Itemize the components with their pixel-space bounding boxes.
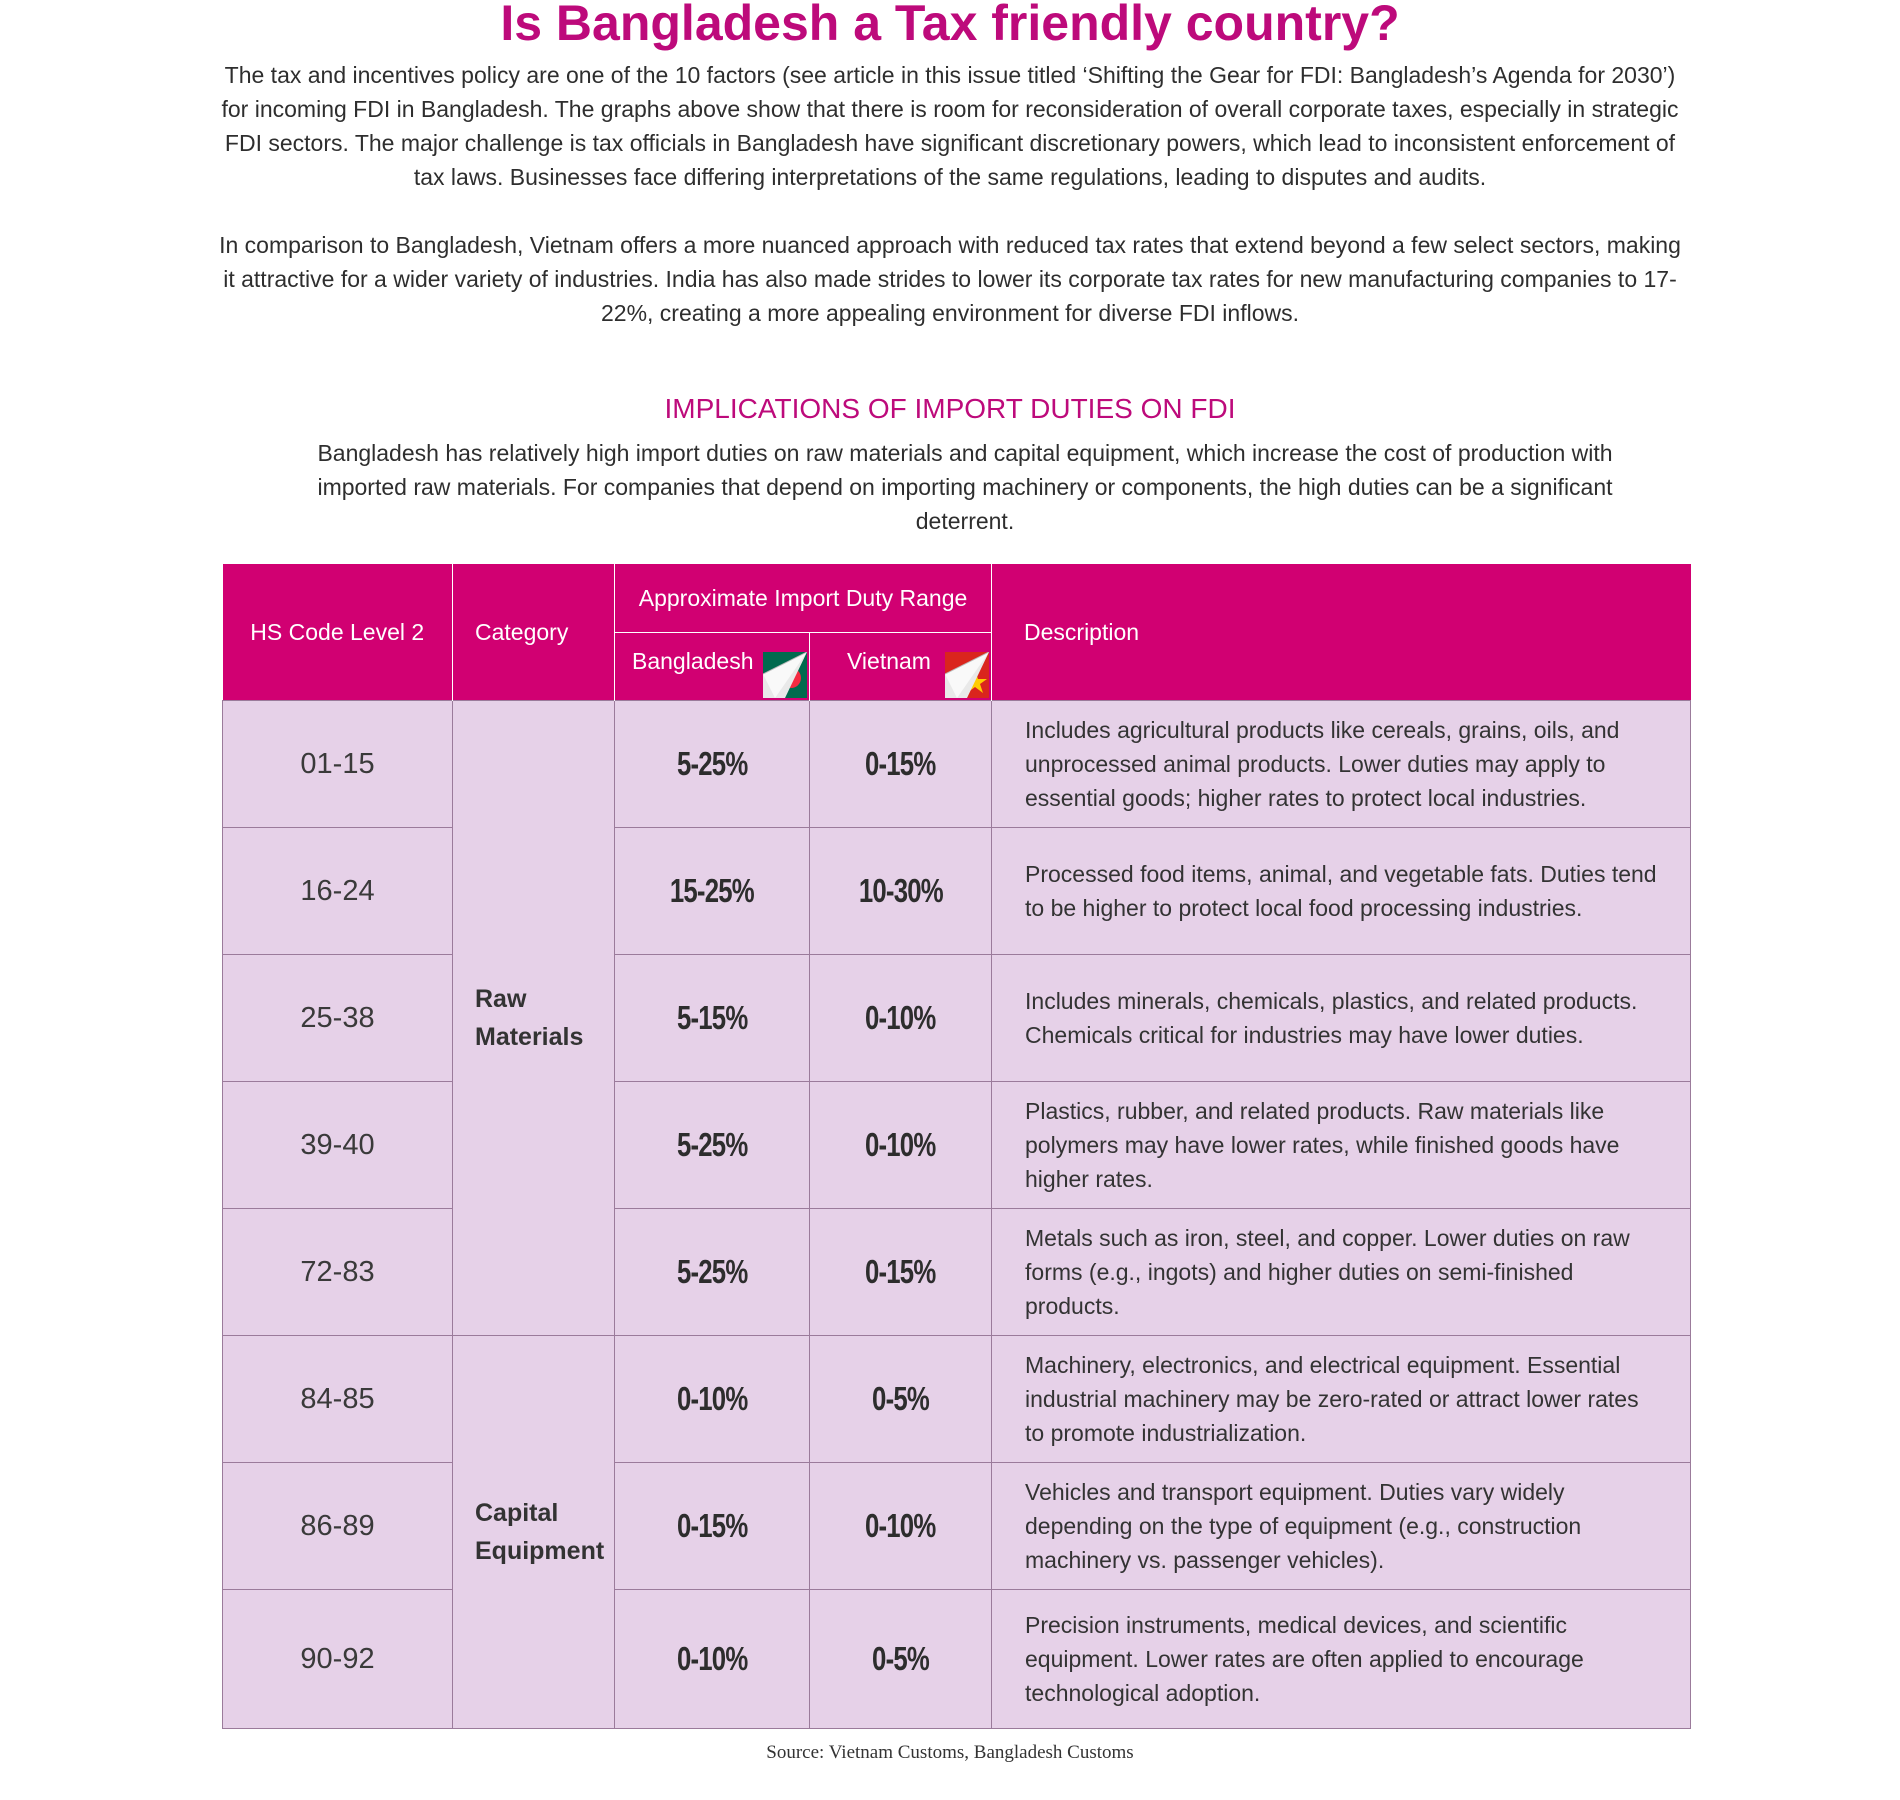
header-bangladesh-label: Bangladesh [632, 648, 754, 674]
vietnam-rate: 0-5% [872, 1380, 929, 1417]
hs-code-cell: 90-92 [223, 1590, 453, 1729]
page-title: Is Bangladesh a Tax friendly country? [500, 0, 1400, 51]
header-category: Category [453, 564, 615, 701]
table-row [223, 1463, 1691, 1590]
hs-code-cell: 72-83 [223, 1209, 453, 1336]
category-label: Capital Equipment [475, 1499, 605, 1565]
vietnam-rate-cell [810, 828, 992, 955]
bangladesh-rate: 15-25% [669, 872, 755, 909]
bangladesh-rate: 0-10% [676, 1380, 748, 1417]
intro-paragraph-1: The tax and incentives policy are one of the 10 factors (see article in this issue titled ‘Shifting the Gear for FDI: Bangladesh’s Agenda for 2030’) for incoming FDI in Bangladesh. The graphs above show that there is room for reconsideration of overall corporate taxes, especially in strategic FDI sectors. The major challenge is tax officials in Bangladesh have significant discretionary powers, which lead to inconsistent enforcement of tax laws. Businesses face differing interpretations of the same regulations, leading to disputes and audits. [221, 62, 1679, 190]
section-heading: IMPLICATIONS OF IMPORT DUTIES ON FDI [664, 393, 1236, 424]
header-bangladesh [615, 633, 810, 701]
bangladesh-flag-icon [763, 652, 807, 698]
bangladesh-rate: 0-10% [676, 1640, 748, 1677]
vietnam-rate-cell [810, 1209, 992, 1336]
description-cell: Plastics, rubber, and related products. Raw materials like polymers may have lower rates, while finished goods have higher rates. [992, 1082, 1691, 1209]
hs-code-cell: 01-15 [223, 701, 453, 828]
bangladesh-rate-cell [615, 955, 810, 1082]
vietnam-rate: 0-15% [865, 745, 936, 782]
vietnam-rate-cell [810, 1336, 992, 1463]
hs-code-cell: 84-85 [223, 1336, 453, 1463]
description-cell: Includes agricultural products like cereals, grains, oils, and unprocessed animal products. Lower duties may apply to essential goods; higher rates to protect local industries. [992, 701, 1691, 828]
import-duty-table [222, 564, 1691, 1729]
bangladesh-rate: 5-25% [676, 1253, 748, 1290]
vietnam-rate-cell [810, 1463, 992, 1590]
vietnam-rate-cell [810, 701, 992, 828]
header-hs-code: HS Code Level 2 [223, 564, 453, 701]
hs-code-cell: 16-24 [223, 828, 453, 955]
header-duty-range: Approximate Import Duty Range [615, 564, 992, 633]
intro-paragraph-2: In comparison to Bangladesh, Vietnam offers a more nuanced approach with reduced tax rates that extend beyond a few select sectors, making it attractive for a wider variety of industries. India has also made strides to lower its corporate tax rates for new manufacturing companies to 17-22%, creating a more appealing environment for diverse FDI inflows. [219, 232, 1681, 326]
vietnam-rate: 0-5% [872, 1640, 929, 1677]
vietnam-rate-cell [810, 1590, 992, 1729]
bangladesh-rate-cell [615, 828, 810, 955]
source-note: Source: Vietnam Customs, Bangladesh Customs [766, 1742, 1134, 1763]
header-vietnam-label: Vietnam [847, 648, 931, 674]
category-cell-capital-equipment [453, 1336, 615, 1729]
description-cell: Precision instruments, medical devices, and scientific equipment. Lower rates are often applied to encourage technological adoption. [992, 1590, 1691, 1729]
header-description: Description [992, 564, 1691, 701]
vietnam-rate: 0-10% [865, 1126, 936, 1163]
table-row [223, 1082, 1691, 1209]
vietnam-rate: 0-15% [865, 1253, 936, 1290]
table-row [223, 1590, 1691, 1729]
vietnam-rate-cell [810, 1082, 992, 1209]
description-cell: Includes minerals, chemicals, plastics, and related products. Chemicals critical for industries may have lower duties. [992, 955, 1691, 1082]
description-cell: Vehicles and transport equipment. Duties vary widely depending on the type of equipment (e.g., construction machinery vs. passenger vehicles). [992, 1463, 1691, 1590]
description-cell: Metals such as iron, steel, and copper. Lower duties on raw forms (e.g., ingots) and higher duties on semi-finished products. [992, 1209, 1691, 1336]
vietnam-rate: 0-10% [865, 999, 936, 1036]
table-row [223, 1336, 1691, 1463]
bangladesh-rate: 0-15% [676, 1507, 748, 1544]
section-text: Bangladesh has relatively high import duties on raw materials and capital equipment, which increase the cost of production with imported raw materials. For companies that depend on importing machinery or components, the high duties can be a significant deterrent. [317, 440, 1613, 534]
hs-code-cell: 39-40 [223, 1082, 453, 1209]
description-cell: Machinery, electronics, and electrical equipment. Essential industrial machinery may be zero-rated or attract lower rates to promote industrialization. [992, 1336, 1691, 1463]
vietnam-rate-cell [810, 955, 992, 1082]
hs-code-cell: 25-38 [223, 955, 453, 1082]
table-row [223, 955, 1691, 1082]
category-label: Raw Materials [475, 985, 584, 1051]
bangladesh-rate-cell [615, 1336, 810, 1463]
intro-text [215, 58, 1685, 330]
bangladesh-rate: 5-25% [676, 1126, 748, 1163]
bangladesh-rate: 5-25% [676, 745, 748, 782]
hs-code-cell: 86-89 [223, 1463, 453, 1590]
table-row [223, 828, 1691, 955]
bangladesh-rate-cell [615, 1209, 810, 1336]
vietnam-rate: 10-30% [858, 872, 943, 909]
bangladesh-rate-cell [615, 1082, 810, 1209]
header-vietnam [810, 633, 992, 701]
bangladesh-rate-cell [615, 1463, 810, 1590]
description-cell: Processed food items, animal, and vegetable fats. Duties tend to be higher to protect local food processing industries. [992, 828, 1691, 955]
table-row [223, 701, 1691, 828]
bangladesh-rate: 5-15% [676, 999, 748, 1036]
bangladesh-rate-cell [615, 701, 810, 828]
category-cell-raw-materials [453, 701, 615, 1336]
table-row [223, 1209, 1691, 1336]
bangladesh-rate-cell [615, 1590, 810, 1729]
vietnam-flag-icon [945, 652, 989, 698]
vietnam-rate: 0-10% [865, 1507, 936, 1544]
